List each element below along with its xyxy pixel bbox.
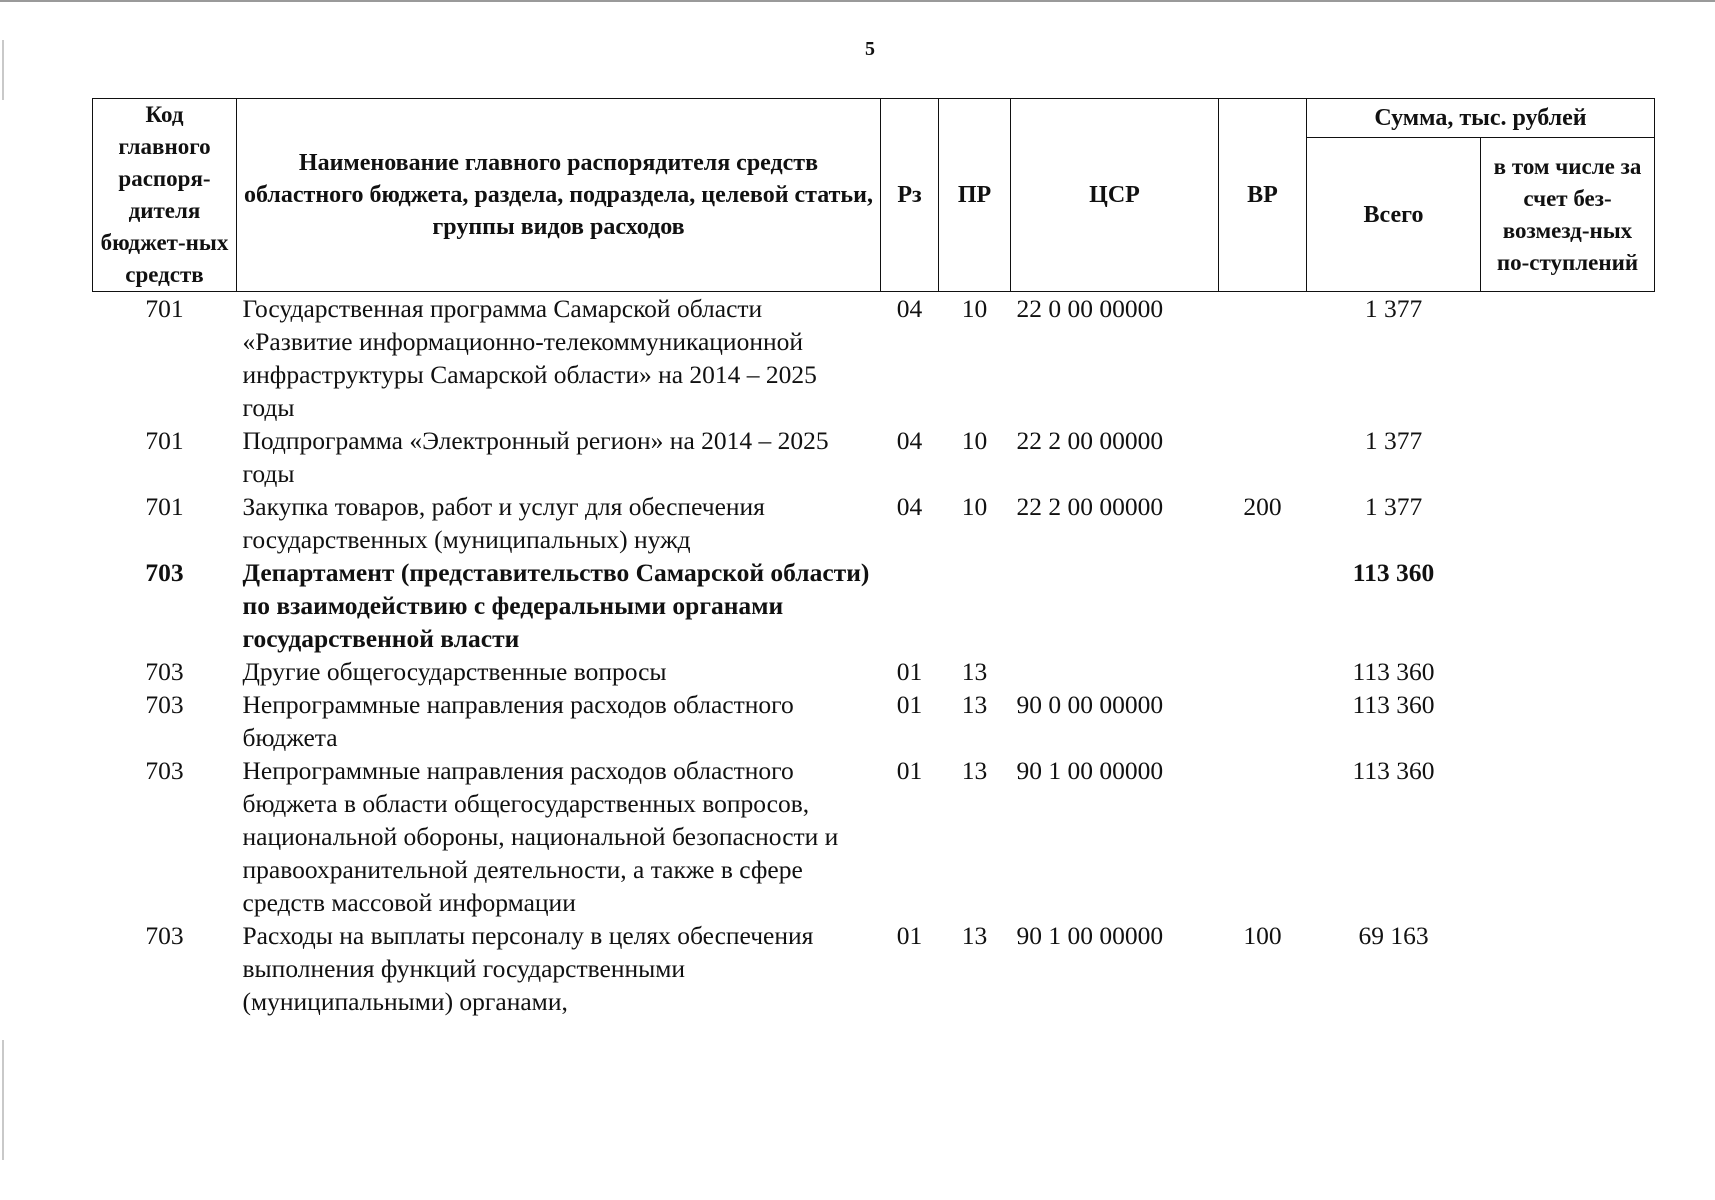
cell-total: 113 360 — [1352, 756, 1435, 785]
cell-code: 701 — [145, 492, 184, 521]
header-sum: Сумма, тыс. рублей — [1307, 99, 1655, 138]
cell-vr — [1219, 688, 1307, 754]
table-row-department — [93, 556, 1655, 655]
cell-grants — [1481, 490, 1655, 556]
header-pr: ПР — [939, 99, 1011, 292]
cell-vr — [1219, 655, 1307, 688]
cell-name: Департамент (представительство Самарской области) по взаимодействию с федеральными органами государственной власти — [242, 558, 870, 653]
cell-name: Другие общегосударственные вопросы — [242, 657, 667, 686]
cell-name: Непрограммные направления расходов областного бюджета — [242, 690, 794, 752]
page-top-edge — [0, 0, 1715, 2]
cell-csr — [1011, 655, 1219, 688]
table-row — [93, 919, 1655, 1018]
cell-grants — [1481, 292, 1655, 425]
cell-code: 701 — [145, 294, 184, 323]
header-total: Всего — [1307, 138, 1481, 292]
cell-name: Подпрограмма «Электронный регион» на 2014 – 2025 годы — [242, 426, 829, 488]
cell-vr — [1219, 424, 1307, 490]
cell-pr: 13 — [961, 657, 988, 686]
cell-code: 703 — [145, 558, 184, 587]
cell-total: 1 377 — [1364, 294, 1423, 323]
budget-table — [92, 98, 1655, 1018]
header-name: Наименование главного распорядителя средств областного бюджета, раздела, подраздела, целевой статьи, группы видов расходов — [237, 99, 881, 292]
cell-rz: 04 — [896, 492, 923, 521]
cell-vr — [1219, 754, 1307, 919]
cell-pr: 13 — [961, 756, 988, 785]
cell-csr: 22 2 00 00000 — [1016, 492, 1164, 521]
cell-name: Государственная программа Самарской области «Развитие информационно-телекоммуникационной инфраструктуры Самарской области» на 2014 – 2025 годы — [242, 294, 817, 422]
cell-vr: 100 — [1243, 921, 1282, 950]
cell-rz: 01 — [896, 921, 923, 950]
table-row — [93, 292, 1655, 425]
cell-total: 113 360 — [1352, 657, 1435, 686]
cell-csr: 90 0 00 00000 — [1016, 690, 1164, 719]
cell-rz: 01 — [896, 690, 923, 719]
scan-artifact — [2, 1040, 4, 1160]
cell-code: 701 — [145, 426, 184, 455]
cell-vr: 200 — [1243, 492, 1282, 521]
cell-total: 1 377 — [1364, 426, 1423, 455]
table-row — [93, 490, 1655, 556]
table-header — [93, 99, 1655, 292]
cell-code: 703 — [145, 657, 184, 686]
cell-pr: 10 — [961, 492, 988, 521]
table-row — [93, 688, 1655, 754]
cell-rz: 01 — [896, 657, 923, 686]
cell-csr: 22 0 00 00000 — [1016, 294, 1164, 323]
header-rz: Рз — [881, 99, 939, 292]
cell-name: Расходы на выплаты персоналу в целях обеспечения выполнения функций государственными (муниципальными) органами, — [242, 921, 814, 1016]
cell-grants — [1481, 688, 1655, 754]
header-grants: в том числе за счет без-возмезд-ных по-ступлений — [1481, 138, 1655, 292]
cell-rz: 04 — [896, 426, 923, 455]
cell-pr: 13 — [961, 921, 988, 950]
cell-csr: 90 1 00 00000 — [1016, 921, 1164, 950]
cell-rz: 01 — [896, 756, 923, 785]
cell-code: 703 — [145, 921, 184, 950]
cell-pr: 10 — [961, 426, 988, 455]
table-row — [93, 655, 1655, 688]
cell-pr: 13 — [961, 690, 988, 719]
cell-total: 1 377 — [1364, 492, 1423, 521]
header-csr: ЦСР — [1011, 99, 1219, 292]
cell-csr — [1011, 556, 1219, 655]
cell-csr: 22 2 00 00000 — [1016, 426, 1164, 455]
cell-name: Непрограммные направления расходов областного бюджета в области общегосударственных вопросов, национальной обороны, национальной безопасности и правоохранительной деятельности, а также в сфере средств массовой информации — [242, 756, 839, 917]
page-number: 5 — [865, 38, 875, 60]
cell-vr — [1219, 556, 1307, 655]
cell-grants — [1481, 424, 1655, 490]
cell-pr: 10 — [961, 294, 988, 323]
table-row — [93, 754, 1655, 919]
cell-grants — [1481, 556, 1655, 655]
cell-csr: 90 1 00 00000 — [1016, 756, 1164, 785]
cell-total: 113 360 — [1352, 558, 1435, 587]
scan-artifact — [2, 40, 4, 100]
header-vr: ВР — [1219, 99, 1307, 292]
table-body — [93, 292, 1655, 1019]
cell-total: 113 360 — [1352, 690, 1435, 719]
cell-total: 69 163 — [1358, 921, 1429, 950]
cell-rz: 04 — [896, 294, 923, 323]
cell-pr — [939, 556, 1011, 655]
cell-rz — [881, 556, 939, 655]
cell-grants — [1481, 754, 1655, 919]
cell-grants — [1481, 919, 1655, 1018]
cell-code: 703 — [145, 690, 184, 719]
header-code: Код главного распоря-дителя бюджет-ных средств — [93, 99, 237, 292]
cell-code: 703 — [145, 756, 184, 785]
cell-name: Закупка товаров, работ и услуг для обеспечения государственных (муниципальных) нужд — [242, 492, 765, 554]
cell-vr — [1219, 292, 1307, 425]
table-row — [93, 424, 1655, 490]
cell-grants — [1481, 655, 1655, 688]
